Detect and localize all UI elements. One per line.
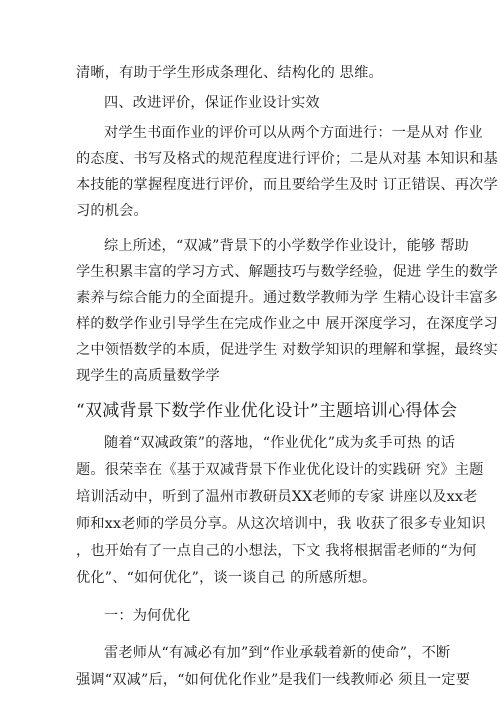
text-line: 优化”、“如何优化”，谈一谈自己 的所感所想。 — [76, 570, 377, 586]
text-line: 培训活动中，听到了温州市教研员XX老师的专家 讲座以及xx老 — [76, 489, 478, 505]
text-line: 素养与综合能力的全面提升。通过数学教师为学 生精心设计丰富多 — [76, 290, 498, 306]
text-line: 学生积累丰富的学习方式、解题技巧与数学经验，促进 学生的数学 — [76, 264, 498, 280]
text-line: 随着“双减政策”的落地，“作业优化”成为炙手可热 的话 — [104, 435, 456, 451]
text-line: ，也开始有了一点自己的小想法，下文 我将根据雷老师的“为何 — [76, 543, 477, 559]
text-line: 综上所述，“双减”背景下的小学数学作业设计，能够 帮助 — [104, 238, 469, 254]
text-line: 之中领悟数学的本质，促进学生 对数学知识的理解和掌握，最终实 — [76, 342, 498, 358]
text-line: 现学生的高质量数学学 — [76, 368, 220, 384]
text-line: 强调“双减”后，“如何优化作业”是我们一线教师必 须且一定要 — [76, 672, 471, 688]
text-line: 的态度、书写及格式的规范程度进行评价；二是从对基 本知识和基 — [76, 151, 498, 167]
section-heading: 一：为何优化 — [104, 608, 191, 624]
text-line: 师和xx老师的学员分享。从这次培训中，我 收获了很多专业知识 — [76, 516, 486, 532]
text-line: 雷老师从“有减必有加”到“作业承载着新的使命”，不断 — [104, 645, 451, 661]
text-line: 清晰，有助于学生形成条理化、结构化的 思维。 — [76, 65, 383, 81]
text-line: 题。很荣幸在《基于双减背景下作业优化设计的实践研 究》主题 — [76, 462, 484, 478]
text-line: 本技能的掌握程度进行评价，而且要给学生及时 订正错误、再次学 — [76, 177, 498, 193]
text-line: 样的数学作业引导学生在完成作业之中 展开深度学习，在深度学习 — [76, 316, 498, 332]
text-line: 习的机会。 — [76, 203, 148, 219]
section-heading: 四、改进评价，保证作业设计实效 — [104, 95, 320, 111]
text-line: 对学生书面作业的评价可以从两个方面进行：一是从对 作业 — [104, 125, 483, 141]
article-title: “双减背景下数学作业优化设计”主题培训心得体会 — [76, 401, 458, 421]
